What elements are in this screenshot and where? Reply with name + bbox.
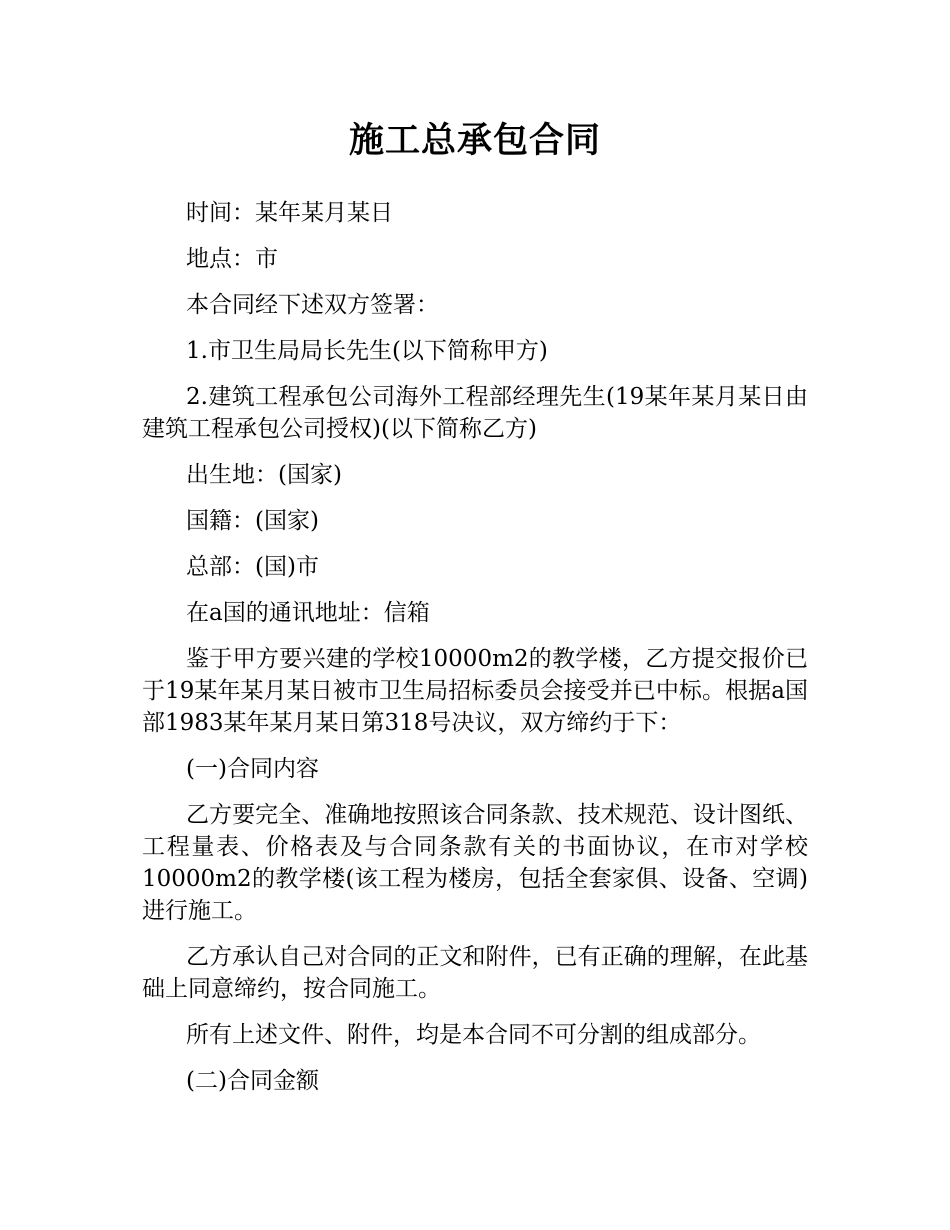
paragraph-contract-scope: 乙方要完全、准确地按照该合同条款、技术规范、设计图纸、工程量表、价格表及与合同条款有关的书面协议，在市对学校10000m2的教学楼(该工程为楼房，包括全套家俱、设备、空调)进行施工。 (142, 802, 808, 924)
paragraph-party-b: 2.建筑工程承包公司海外工程部经理先生(19某年某月某日由建筑工程承包公司授权)(以下简称乙方) (142, 384, 808, 442)
paragraph-location: 地点：市 (186, 246, 278, 272)
paragraph-attachments: 所有上述文件、附件，均是本合同不可分割的组成部分。 (186, 1022, 761, 1048)
paragraph-birthplace: 出生地：(国家) (186, 462, 342, 488)
paragraph-address: 在a国的通讯地址：信箱 (186, 600, 430, 626)
section-heading-contract-content: (一)合同内容 (186, 756, 319, 782)
paragraph-headquarters: 总部：(国)市 (186, 554, 319, 580)
paragraph-party-a: 1.市卫生局局长先生(以下简称甲方) (186, 338, 548, 364)
paragraph-recital: 鉴于甲方要兴建的学校10000m2的教学楼，乙方提交报价已于19某年某月某日被市卫生局招标委员会接受并已中标。根据a国部1983某年某月某日第318号决议，双方缔约于下： (142, 646, 808, 736)
paragraph-signatories-intro: 本合同经下述双方签署： (186, 292, 439, 318)
paragraph-nationality: 国籍：(国家) (186, 508, 319, 534)
paragraph-acknowledgement: 乙方承认自己对合同的正文和附件，已有正确的理解，在此基础上同意缔约，按合同施工。 (142, 944, 808, 1002)
document-title: 施工总承包合同 (348, 121, 601, 161)
section-heading-contract-amount: (二)合同金额 (186, 1068, 319, 1094)
paragraph-date: 时间：某年某月某日 (186, 200, 393, 226)
document-body (142, 197, 808, 1111)
